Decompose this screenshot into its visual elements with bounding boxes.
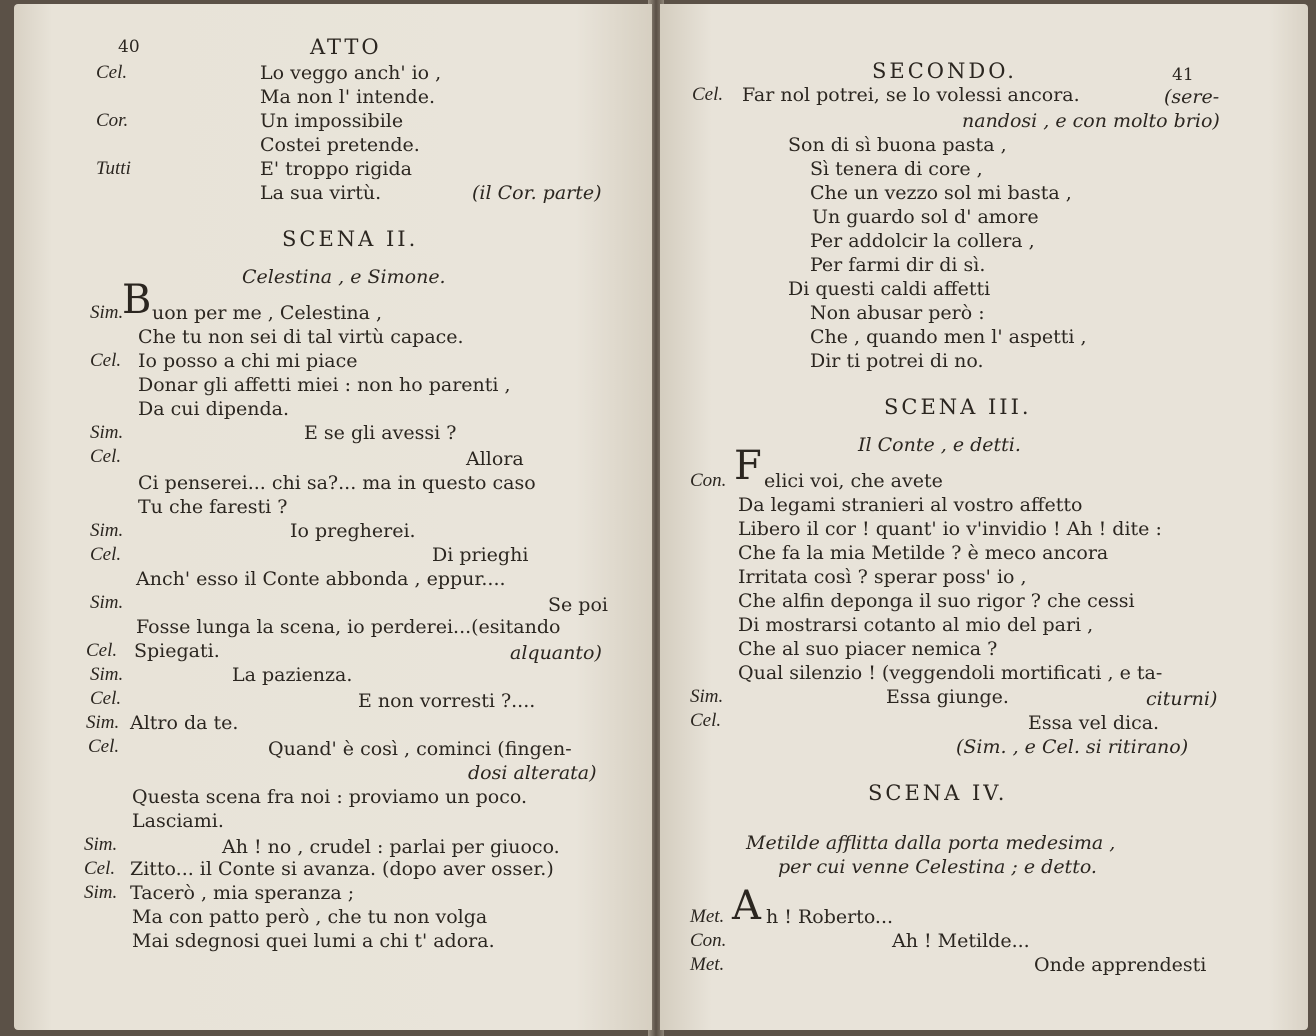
- running-head-right: SECONDO.: [872, 59, 1017, 83]
- stage-direction: alquanto): [510, 642, 602, 664]
- speaker: Tutti: [96, 158, 131, 179]
- verse-line: Che tu non sei di tal virtù capace.: [138, 326, 464, 348]
- speaker: Met.: [690, 954, 725, 975]
- verse-line: E se gli avessi ?: [304, 422, 457, 444]
- right-page: [660, 4, 1308, 1030]
- scene-title: SCENA II.: [282, 227, 419, 251]
- speaker: Sim.: [84, 882, 118, 903]
- speaker: Sim.: [90, 422, 124, 443]
- drop-cap: A: [732, 883, 761, 929]
- verse-line: Tacerò , mia speranza ;: [130, 882, 355, 904]
- speaker: Cel.: [90, 446, 122, 467]
- verse-line: Far nol potrei, se lo volessi ancora.: [742, 84, 1080, 106]
- verse-line: Che un vezzo sol mi basta ,: [810, 182, 1072, 204]
- verse-line: Un guardo sol d' amore: [812, 206, 1039, 228]
- verse-line: uon per me , Celestina ,: [152, 302, 383, 324]
- speaker: Sim.: [90, 664, 124, 685]
- speaker: Sim.: [90, 520, 124, 541]
- verse-line: Che alfin deponga il suo rigor ? che cessi: [738, 590, 1135, 612]
- verse-line: Di mostrarsi cotanto al mio del pari ,: [738, 614, 1094, 636]
- stage-direction: dosi alterata): [468, 762, 597, 784]
- speaker: Sim.: [90, 592, 124, 613]
- speaker: Con.: [690, 470, 727, 491]
- verse-line: Spiegati.: [134, 640, 220, 662]
- speaker: Sim.: [84, 834, 118, 855]
- verse-line: Io posso a chi mi piace: [138, 350, 358, 372]
- speaker: Cel.: [90, 544, 122, 565]
- verse-line: Ah ! no , crudel : parlai per giuoco.: [222, 836, 560, 858]
- scene-title: SCENA IV.: [868, 781, 1008, 805]
- verse-line: Tu che faresti ?: [138, 496, 288, 518]
- verse-line: Che al suo piacer nemica ?: [738, 638, 998, 660]
- verse-line: Costei pretende.: [260, 134, 420, 156]
- page-number-left: 40: [118, 37, 140, 57]
- stage-direction: citurni): [1146, 688, 1218, 710]
- drop-cap: B: [122, 277, 152, 323]
- verse-line: Mai sdegnosi quei lumi a chi t' adora.: [132, 930, 495, 952]
- verse-line: Allora: [466, 448, 524, 470]
- stage-direction: (Sim. , e Cel. si ritirano): [956, 736, 1189, 758]
- verse-line: Fosse lunga la scena, io perderei...(esitando: [136, 616, 561, 638]
- verse-line: Dir ti potrei di no.: [810, 350, 984, 372]
- speaker: Sim.: [90, 302, 124, 323]
- verse-line: Son di sì buona pasta ,: [788, 134, 1007, 156]
- verse-line: Zitto... il Conte si avanza. (dopo aver osser.): [130, 858, 554, 880]
- verse-line: La sua virtù.: [260, 182, 382, 204]
- verse-line: Altro da te.: [130, 712, 239, 734]
- speaker: Con.: [690, 930, 727, 951]
- verse-line: Ci penserei... chi sa?... ma in questo caso: [138, 472, 536, 494]
- verse-line: Che fa la mia Metilde ? è meco ancora: [738, 542, 1109, 564]
- verse-line: Irritata così ? sperar poss' io ,: [738, 566, 1027, 588]
- stage-direction: nandosi , e con molto brio): [962, 110, 1220, 132]
- verse-line: Qual silenzio ! (veggendoli mortificati , e ta-: [738, 662, 1163, 684]
- verse-line: Ma con patto però , che tu non volga: [132, 906, 488, 928]
- speaker: Cel.: [690, 710, 722, 731]
- verse-line: elici voi, che avete: [764, 470, 943, 492]
- stage-direction: (sere-: [1164, 86, 1220, 108]
- verse-line: Quand' è così , cominci (fingen-: [268, 738, 572, 760]
- speaker: Cel.: [86, 640, 118, 661]
- verse-line: E non vorresti ?....: [358, 690, 536, 712]
- running-head-left: ATTO: [310, 35, 382, 59]
- scene-characters: Il Conte , e detti.: [858, 434, 1021, 456]
- verse-line: Per farmi dir di sì.: [810, 254, 986, 276]
- verse-line: Da cui dipenda.: [138, 398, 290, 420]
- verse-line: Da legami stranieri al vostro affetto: [738, 494, 1083, 516]
- speaker: Cel.: [84, 858, 116, 879]
- speaker: Sim.: [86, 712, 120, 733]
- left-page: [14, 4, 652, 1030]
- verse-line: Lo veggo anch' io ,: [260, 62, 442, 84]
- verse-line: La pazienza.: [232, 664, 353, 686]
- drop-cap: F: [734, 443, 762, 489]
- verse-line: Essa vel dica.: [1028, 712, 1160, 734]
- speaker: Sim.: [690, 686, 724, 707]
- verse-line: Di questi caldi affetti: [788, 278, 991, 300]
- verse-line: Sì tenera di core ,: [810, 158, 983, 180]
- verse-line: Per addolcir la collera ,: [810, 230, 1035, 252]
- scene-characters: Metilde afflitta dalla porta medesima ,: [746, 832, 1116, 854]
- verse-line: Non abusar però :: [810, 302, 985, 324]
- speaker: Cel.: [96, 62, 128, 83]
- scene-characters: Celestina , e Simone.: [242, 266, 446, 288]
- verse-line: h ! Roberto...: [766, 906, 894, 928]
- speaker: Cor.: [96, 110, 129, 131]
- scene-title: SCENA III.: [884, 395, 1032, 419]
- verse-line: Essa giunge.: [886, 686, 1009, 708]
- verse-line: Lasciami.: [132, 810, 224, 832]
- verse-line: Di prieghi: [432, 544, 529, 566]
- stage-direction: (il Cor. parte): [472, 182, 602, 204]
- speaker: Cel.: [90, 688, 122, 709]
- verse-line: Libero il cor ! quant' io v'invidio ! Ah ! dite :: [738, 518, 1162, 540]
- verse-line: Anch' esso il Conte abbonda , eppur....: [136, 568, 506, 590]
- verse-line: Donar gli affetti miei : non ho parenti ,: [138, 374, 511, 396]
- page-number-right: 41: [1172, 65, 1194, 85]
- speaker: Cel.: [692, 84, 724, 105]
- speaker: Met.: [690, 906, 725, 927]
- verse-line: Questa scena fra noi : proviamo un poco.: [132, 786, 527, 808]
- verse-line: Onde apprendesti: [1034, 954, 1207, 976]
- scene-characters: per cui venne Celestina ; e detto.: [778, 856, 1097, 878]
- verse-line: E' troppo rigida: [260, 158, 412, 180]
- verse-line: Che , quando men l' aspetti ,: [810, 326, 1087, 348]
- verse-line: Un impossibile: [260, 110, 404, 132]
- speaker: Cel.: [88, 736, 120, 757]
- verse-line: Io pregherei.: [290, 520, 416, 542]
- verse-line: Ah ! Metilde...: [892, 930, 1030, 952]
- verse-line: Ma non l' intende.: [260, 86, 435, 108]
- speaker: Cel.: [90, 350, 122, 371]
- verse-line: Se poi: [548, 594, 608, 616]
